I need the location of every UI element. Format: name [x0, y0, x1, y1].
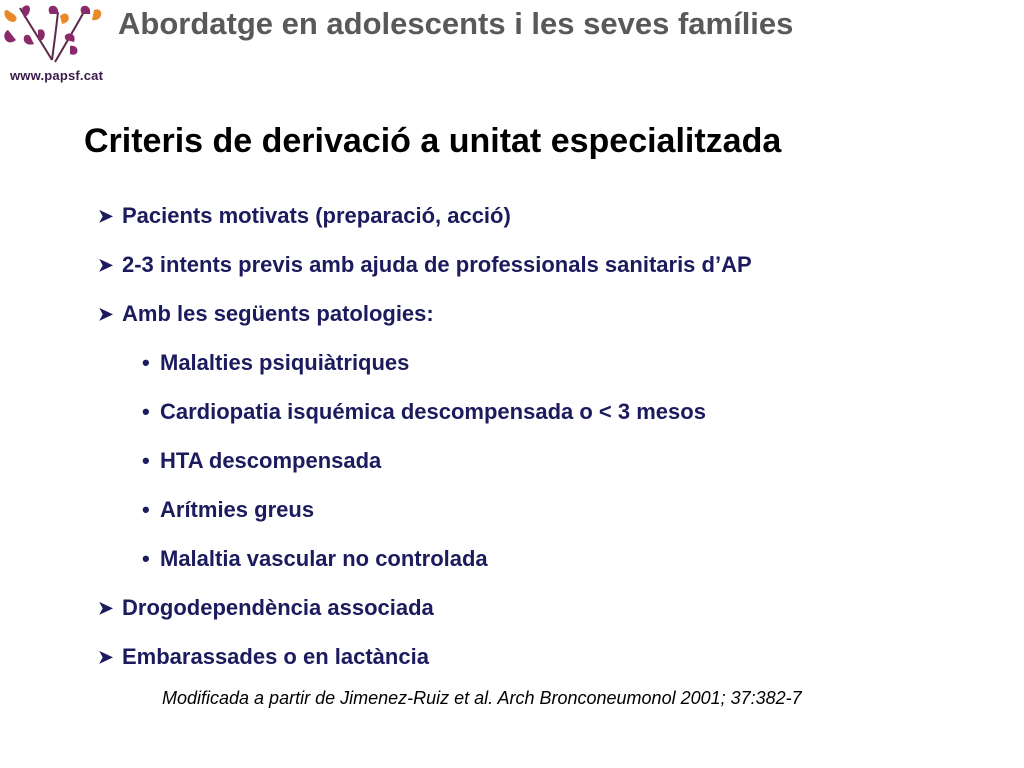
dot-bullet-icon: •	[142, 350, 150, 375]
papsf-logo	[0, 0, 115, 90]
arrow-bullet-icon: ➤	[98, 597, 114, 618]
list-item-text: Embarassades o en lactància	[122, 644, 429, 669]
list-subitem	[142, 441, 381, 481]
list-item	[98, 245, 752, 285]
header-title: Abordatge en adolescents i les seves famílies	[118, 6, 794, 41]
list-item	[98, 196, 511, 236]
arrow-bullet-icon: ➤	[98, 303, 114, 324]
logo-url-text: www.papsf.cat	[10, 68, 104, 83]
arrow-bullet-icon: ➤	[98, 205, 114, 226]
list-item	[98, 294, 434, 334]
citation-text: Modificada a partir de Jimenez-Ruiz et al. Arch Bronconeumonol 2001; 37:382-7	[162, 688, 802, 708]
list-item-text: Malaltia vascular no controlada	[160, 546, 488, 571]
butterfly-logo-icon	[0, 0, 115, 72]
list-item-text: Drogodependència associada	[122, 595, 434, 620]
arrow-bullet-icon: ➤	[98, 254, 114, 275]
list-item-text: Amb les següents patologies:	[122, 301, 434, 326]
dot-bullet-icon: •	[142, 399, 150, 424]
list-item-text: Arítmies greus	[160, 497, 315, 522]
list-subitem	[142, 392, 706, 432]
list-item	[98, 588, 434, 628]
dot-bullet-icon: •	[142, 448, 150, 473]
arrow-bullet-icon: ➤	[98, 646, 114, 667]
list-item-text: Malalties psiquiàtriques	[160, 350, 410, 375]
list-item	[98, 637, 429, 677]
list-item-text: 2-3 intents previs amb ajuda de professionals sanitaris d’AP	[122, 252, 752, 277]
list-subitem	[142, 490, 314, 530]
list-subitem	[142, 539, 488, 579]
dot-bullet-icon: •	[142, 497, 150, 522]
slide-title: Criteris de derivació a unitat especialitzada	[84, 122, 782, 160]
dot-bullet-icon: •	[142, 546, 150, 571]
list-item-text: Pacients motivats (preparació, acció)	[122, 203, 511, 228]
list-item-text: Cardiopatia isquémica descompensada o < 3 mesos	[160, 399, 706, 424]
list-subitem	[142, 343, 409, 383]
list-item-text: HTA descompensada	[160, 448, 382, 473]
